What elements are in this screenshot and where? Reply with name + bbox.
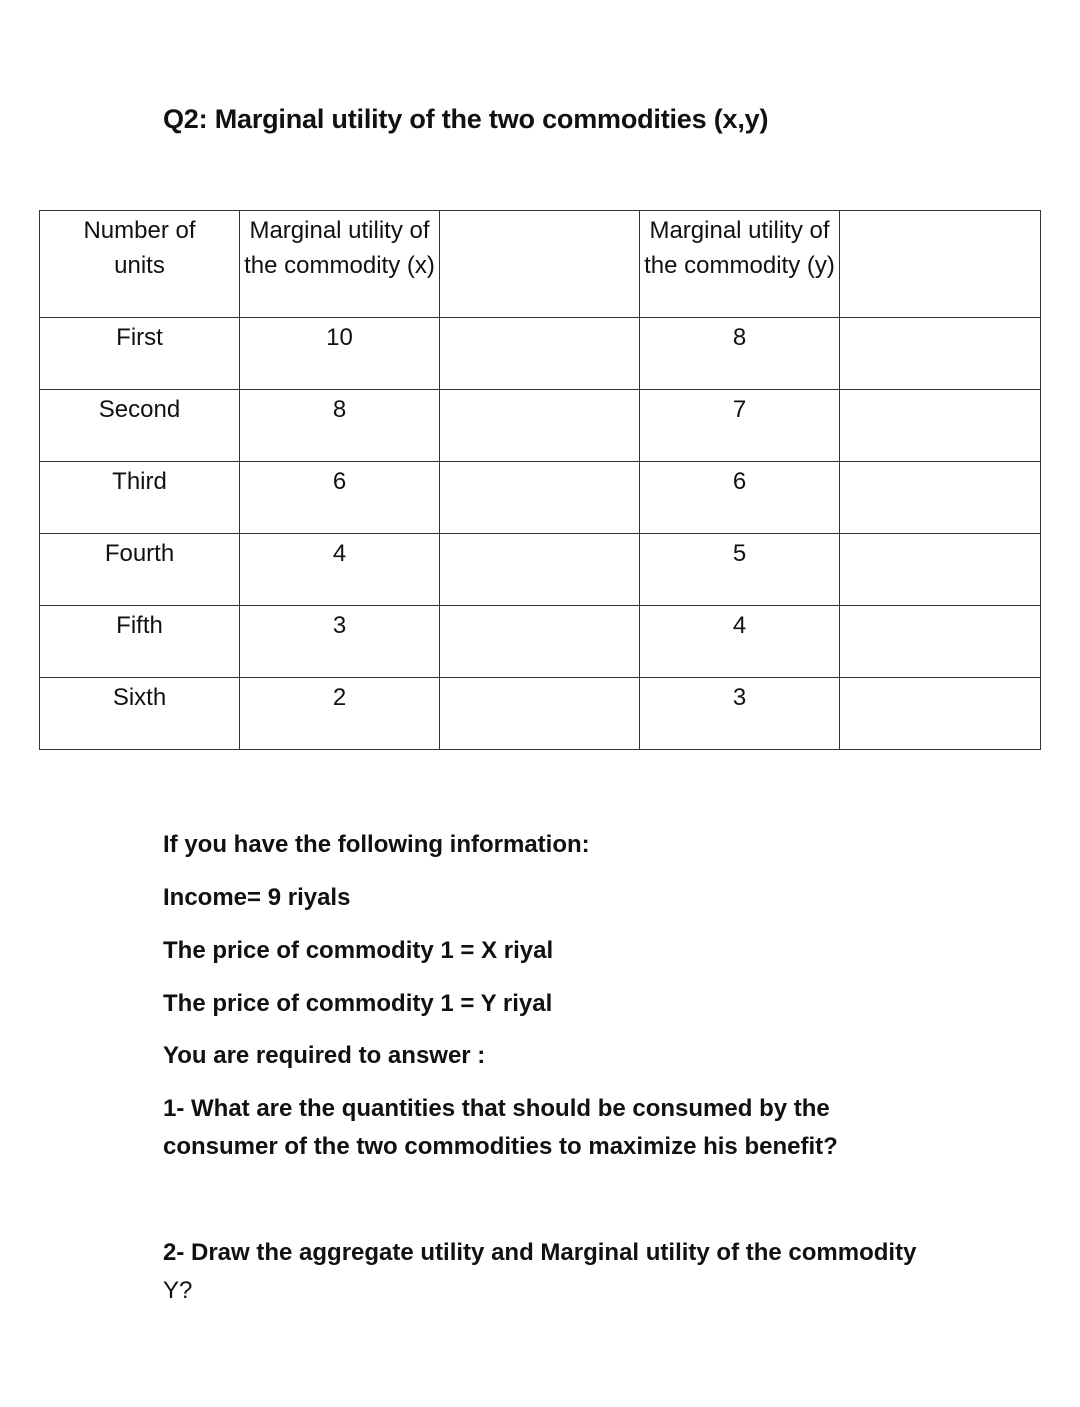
- info-required: You are required to answer :: [163, 1042, 486, 1069]
- cell-empty: [840, 606, 1041, 678]
- cell-unit: Second: [40, 390, 240, 462]
- cell-unit: Fourth: [40, 534, 240, 606]
- cell-mu-y: 8: [640, 318, 840, 390]
- cell-mu-x: 10: [240, 318, 440, 390]
- cell-mu-y: 3: [640, 678, 840, 750]
- cell-empty: [840, 462, 1041, 534]
- cell-mu-y: 5: [640, 534, 840, 606]
- cell-mu-x: 2: [240, 678, 440, 750]
- header-marginal-utility-y: Marginal utility of the commodity (y): [640, 211, 840, 318]
- table-row: [40, 462, 1041, 534]
- table-row: [40, 534, 1041, 606]
- cell-empty: [840, 390, 1041, 462]
- cell-mu-x: 3: [240, 606, 440, 678]
- cell-empty: [440, 462, 640, 534]
- cell-empty: [440, 678, 640, 750]
- cell-empty: [840, 318, 1041, 390]
- cell-mu-x: 4: [240, 534, 440, 606]
- question-2-text: 2- Draw the aggregate utility and Marginal utility of the commodity: [163, 1239, 917, 1266]
- question-2-suffix: Y?: [163, 1277, 193, 1304]
- cell-empty: [840, 678, 1041, 750]
- info-price-x: The price of commodity 1 = X riyal: [163, 937, 554, 964]
- cell-empty: [440, 534, 640, 606]
- header-empty-column-2: [840, 211, 1041, 318]
- table-header-row: [40, 211, 1041, 318]
- header-marginal-utility-x: Marginal utility of the commodity (x): [240, 211, 440, 318]
- cell-mu-x: 6: [240, 462, 440, 534]
- cell-empty: [440, 390, 640, 462]
- cell-mu-x: 8: [240, 390, 440, 462]
- cell-unit: Third: [40, 462, 240, 534]
- cell-unit: First: [40, 318, 240, 390]
- cell-mu-y: 6: [640, 462, 840, 534]
- cell-unit: Fifth: [40, 606, 240, 678]
- info-income: Income= 9 riyals: [163, 884, 351, 911]
- info-price-y: The price of commodity 1 = Y riyal: [163, 990, 553, 1017]
- page-title: Q2: Marginal utility of the two commodities (x,y): [163, 104, 769, 134]
- cell-mu-y: 4: [640, 606, 840, 678]
- cell-empty: [840, 534, 1041, 606]
- marginal-utility-table: [39, 210, 1041, 750]
- question-2: [163, 1234, 923, 1310]
- table-row: [40, 390, 1041, 462]
- header-empty-column-1: [440, 211, 640, 318]
- table-row: [40, 318, 1041, 390]
- header-number-of-units: Number of units: [40, 211, 240, 318]
- cell-mu-y: 7: [640, 390, 840, 462]
- table-row: [40, 606, 1041, 678]
- cell-empty: [440, 318, 640, 390]
- table-row: [40, 678, 1041, 750]
- cell-unit: Sixth: [40, 678, 240, 750]
- info-intro: If you have the following information:: [163, 831, 590, 858]
- question-1: 1- What are the quantities that should be consumed by the consumer of the two commodities to maximize his benefit?: [163, 1095, 838, 1160]
- cell-empty: [440, 606, 640, 678]
